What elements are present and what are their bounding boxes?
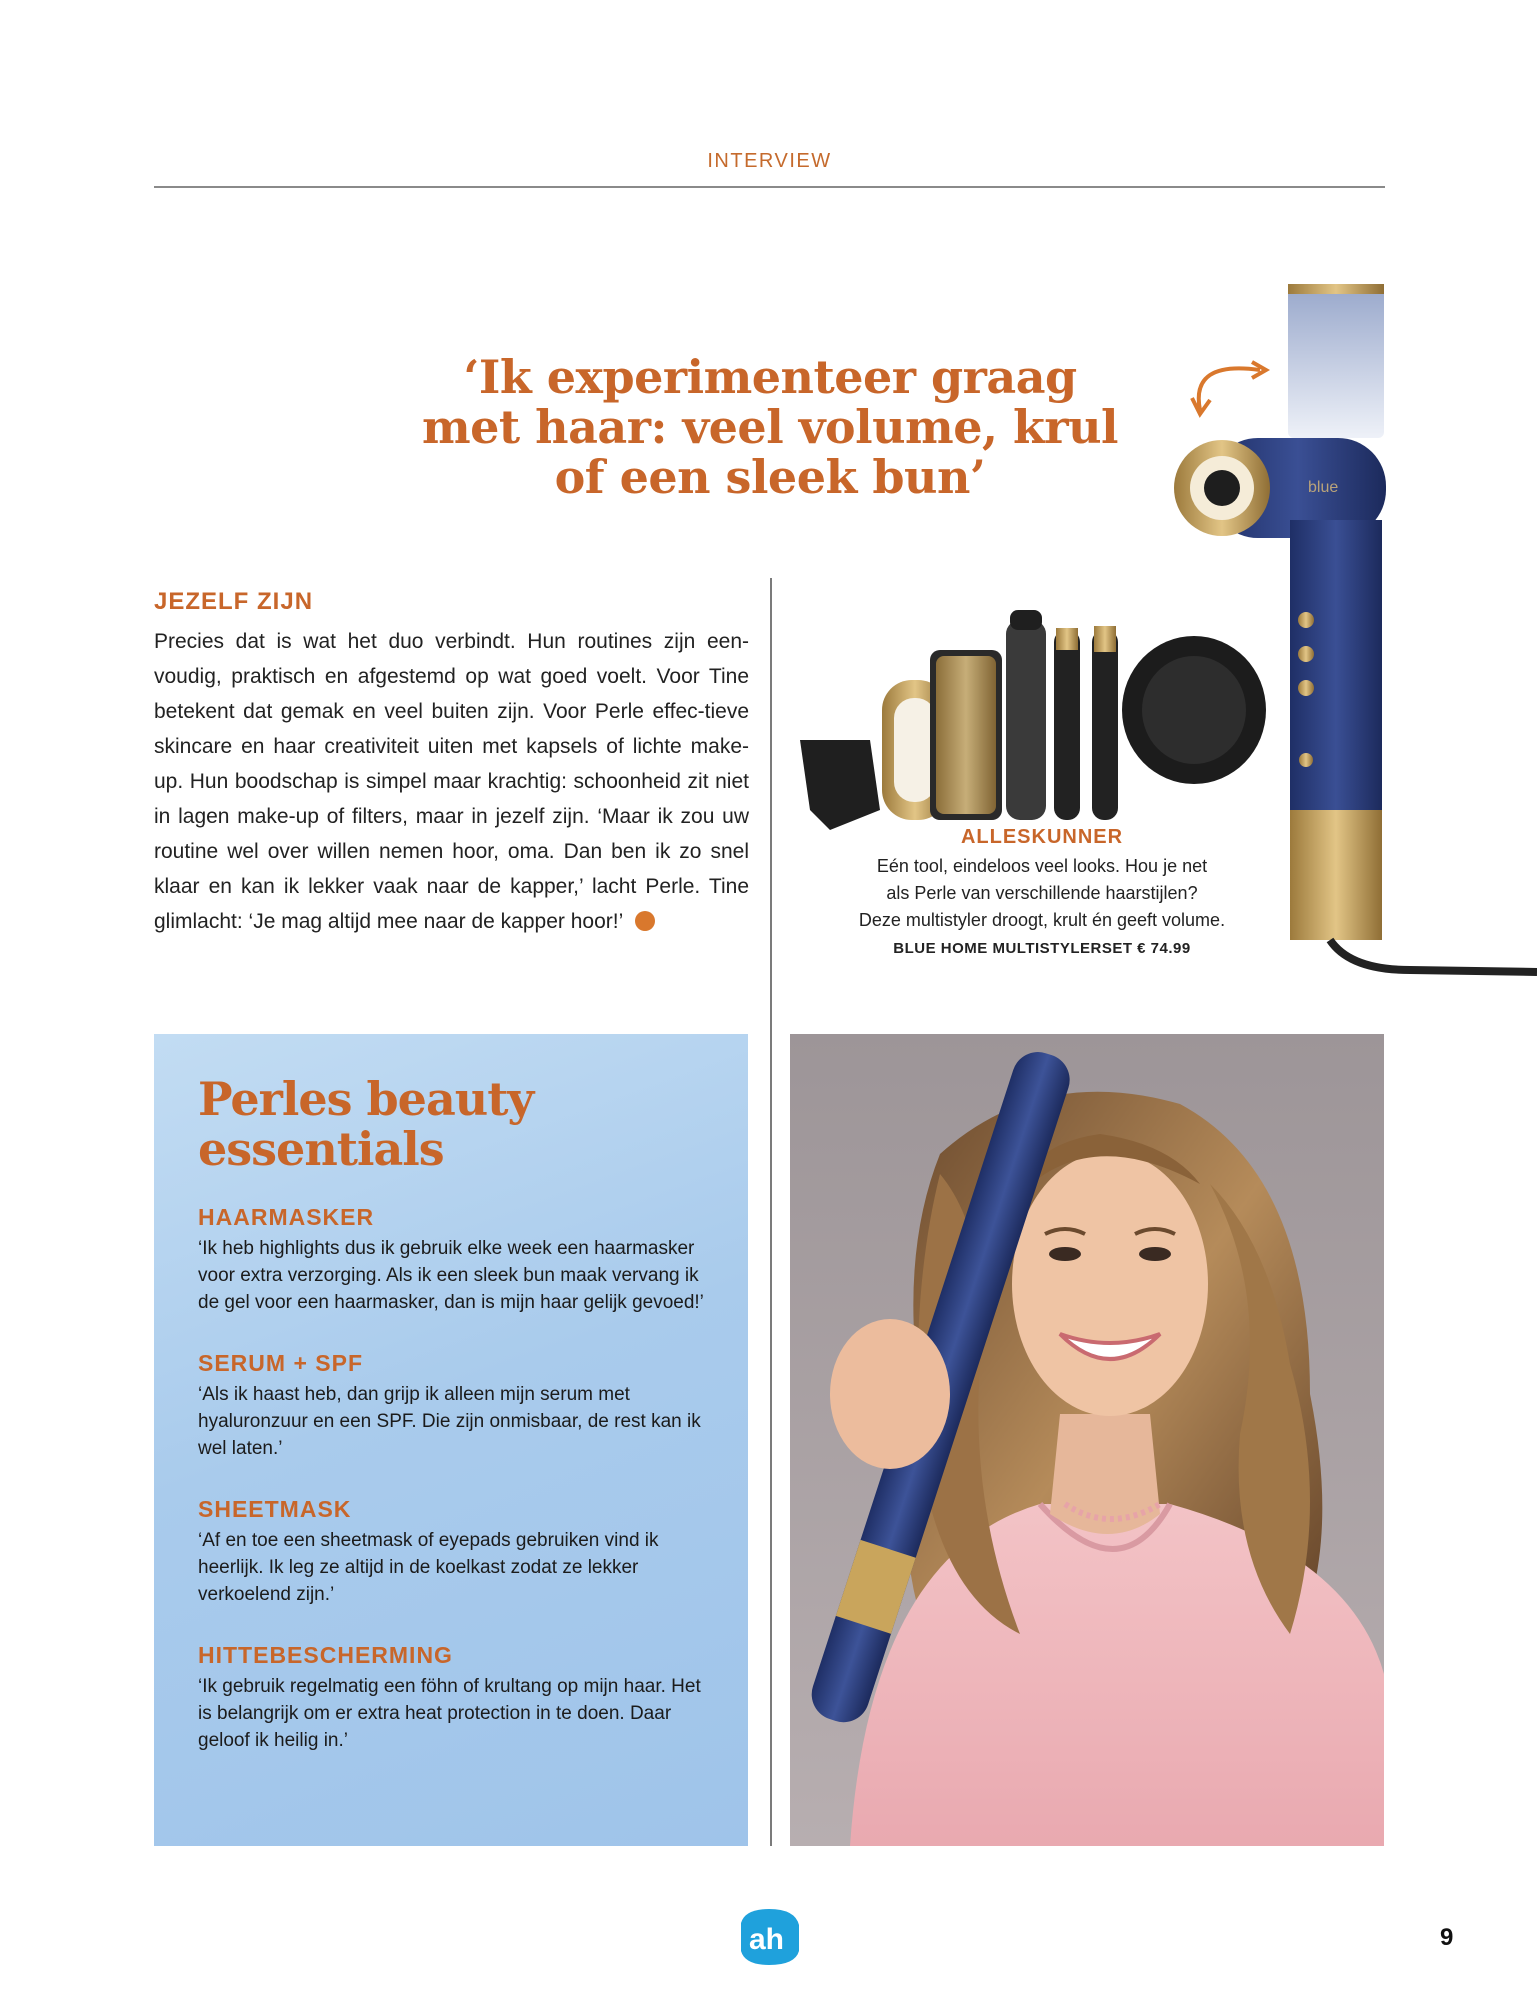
page-number: 9: [1440, 1924, 1454, 1951]
essential-text: ‘Af en toe een sheetmask of eyepads gebruiken vind ik heerlijk. Ik leg ze altijd in de koelkast zodat ze lekker verkoelend zijn.’: [198, 1530, 659, 1605]
essentials-title-line: essentials: [198, 1122, 444, 1176]
portrait-photo: [790, 1034, 1384, 1846]
product-description-line: Deze multistyler droogt, krult én geeft volume.: [858, 910, 1226, 930]
column-divider: [770, 578, 772, 1846]
pull-quote-line: met haar: veel volume, krul: [421, 400, 1119, 454]
intro-heading: JEZELF ZIJN: [154, 588, 314, 615]
svg-text:ah: ah: [749, 1923, 785, 1956]
essential-text: ‘Ik gebruik regelmatig een föhn of krultang op mijn haar. Het is belangrijk om er extra heat protection in te doen. Daar geloof ik heilig in.’: [198, 1676, 701, 1751]
product-description-line: als Perle van verschillende haarstijlen?: [886, 883, 1198, 903]
product-description-line: Eén tool, eindeloos veel looks. Hou je net: [876, 856, 1208, 876]
albert-heijn-logo: [735, 1905, 805, 1969]
essential-heading: SERUM + SPF: [198, 1350, 364, 1376]
essential-item: [198, 1642, 704, 1754]
essentials-title-line: Perles beauty: [198, 1072, 534, 1126]
intro-body: [154, 624, 749, 939]
essential-item: [198, 1350, 704, 1462]
essential-heading: HITTEBESCHERMING: [198, 1642, 453, 1668]
product-caption: [822, 826, 1262, 957]
product-title: ALLESKUNNER: [960, 826, 1124, 848]
intro-section: [154, 588, 749, 939]
essential-text: ‘Ik heb highlights dus ik gebruik elke week een haarmasker voor extra verzorging. Als ik een sleek bun maak vervang ik de gel voor een haarmasker, dan is mijn haar gelijk gevoed!’: [198, 1238, 704, 1313]
intro-text: Precies dat is wat het duo verbindt. Hun routines zijn een-voudig, praktisch en afgestemd op wat goed voelt. Voor Tine betekent dat gemak en veel buiten zijn. Voor Perle effec-tieve skincare en haar creativiteit uiten met kapsels of lichte make-up. Hun boodschap is simpel maar krachtig: schoonheid zit niet in lagen make-up of filters, maar in jezelf zijn. ‘Maar ik zou uw routine wel over willen nemen hoor, oma. Dan ben ik zo snel klaar en kan ik lekker vaak naar de kapper,’ lacht Perle. Tine glimlacht: ‘Je mag altijd mee naar de kapper hoor!’: [154, 630, 749, 933]
essential-item: [198, 1204, 704, 1316]
essential-heading: HAARMASKER: [198, 1204, 375, 1230]
pull-quote-line: ‘Ik experimenteer graag: [463, 350, 1077, 404]
brand-mark: blue: [1308, 479, 1339, 496]
essential-heading: SHEETMASK: [198, 1496, 352, 1522]
essentials-title: [198, 1074, 704, 1174]
product-price: BLUE HOME MULTISTYLERSET € 74.99: [893, 940, 1191, 957]
header-divider: [154, 186, 1385, 188]
essential-text: ‘Als ik haast heb, dan grijp ik alleen mijn serum met hyaluronzuur en een SPF. Die zijn onmisbaar, de rest kan ik wel laten.’: [198, 1384, 701, 1459]
essential-item: [198, 1496, 704, 1608]
pull-quote-line: of een sleek bun’: [554, 450, 986, 504]
product-description: [822, 853, 1262, 934]
end-mark-dot: [635, 911, 655, 931]
beauty-essentials-box: [154, 1034, 748, 1846]
section-label: INTERVIEW: [707, 150, 832, 172]
